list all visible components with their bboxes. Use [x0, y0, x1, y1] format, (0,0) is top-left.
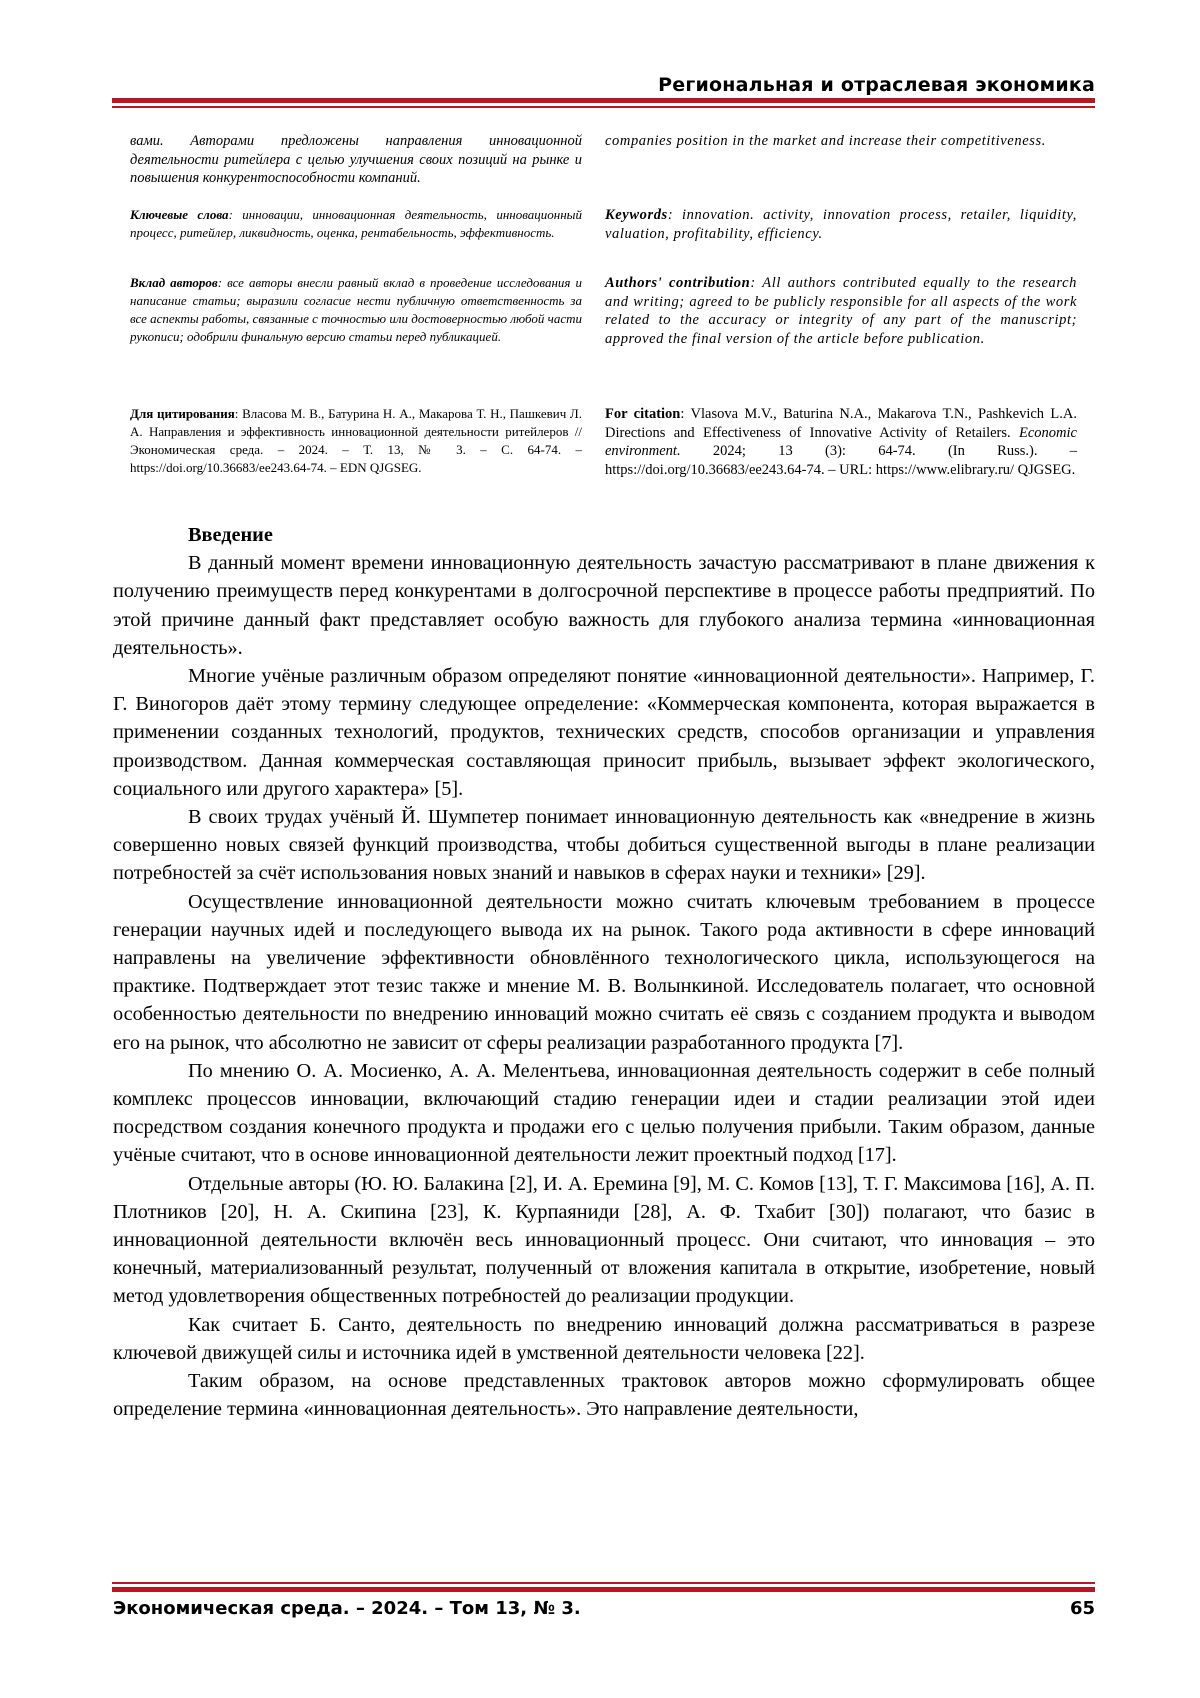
footer-rule-thin [112, 1582, 1095, 1584]
body-paragraph: Отдельные авторы (Ю. Ю. Балакина [2], И. А. Еремина [9], М. С. Комов [13], Т. Г. Максимова [16], А. П. Плотников [20], Н. А. Скипина [23], К. Курпаяниди [28], А. Ф. Тхабит [30]) полагают, что базис в инновационной деятельности включён весь инновационный процесс. Они считают, что инновация – это конечный, материализованный результат, полученный от вложения капитала в открытие, изобретение, новый метод удовлетворения общественных потребностей до реализации продукции. [113, 1172, 1095, 1308]
citation-ru-label: Для цитирования [130, 406, 235, 421]
body-paragraph: В данный момент времени инновационную деятельность зачастую рассматривают в плане движения к получению преимуществ перед конкурентами в долгосрочной перспективе в процессе работы предприятий. По этой причине данный факт представляет особую важность для глубокого анализа термина «инновационная деятельность». [113, 552, 1095, 659]
body-paragraph: Многие учёные различным образом определяют понятие «инновационной деятельности». Например, Г. Г. Виногоров даёт этому термину следующее определение: «Коммерческая компонента, которая выражается в применении созданных технологий, продуктов, технических средств, способов организации и управления производством. Данная коммерческая составляющая приносит прибыль, вызывает эффект экологического, социального или другого характера» [5]. [113, 665, 1095, 800]
keywords-row [130, 206, 1077, 243]
citation-en-label: For citation [605, 406, 681, 422]
keywords-ru-label: Ключевые слова [130, 207, 229, 222]
citation-ru [130, 405, 582, 479]
body-paragraph: В своих трудах учёный Й. Шумпетер понимает инновационную деятельность как «внедрение в жизнь совершенно новых связей функций производства, чтобы добиться существенной выгоды в плане реализации потребностей за счёт использования новых знаний и навыков в сферах науки и техники» [29]. [113, 806, 1095, 885]
abstract-end-ru: вами. Авторами предложены направления инновационной деятельности ритейлера с целью улучшения своих позиций на рынке и повышения конкурентоспособности компаний. [130, 133, 582, 186]
citation-en-text-2: 2024; 13 (3): 64-74. (In Russ.). – https://doi.org/10.36683/ee243.64-74. – URL: https://www.elibrary.ru/ QJGSEG. [605, 443, 1077, 478]
article-body [113, 521, 1095, 1424]
contribution-ru-text: : все авторы внесли равный вклад в проведение исследования и написание статьи; выразили согласие нести публичную ответственность за все аспекты работы, связанные с точностью или достоверностью любой части рукописи; одобрили финальную версию статьи перед публикацией. [130, 275, 582, 344]
keywords-ru-text: : инновации, инновационная деятельность, инновационный процесс, ритейлер, ликвидность, оценка, рентабельность, эффективность. [130, 207, 582, 240]
keywords-ru [130, 206, 582, 243]
body-paragraph: Как считает Б. Санто, деятельность по внедрению инноваций должна рассматриваться в разрезе ключевой движущей силы и источника идей в умственной деятельности человека [22]. [113, 1313, 1095, 1364]
contribution-en-text: : All authors contributed equally to the research and writing; agreed to be publicly responsible for all aspects of the work related to the accuracy or integrity of any part of the manuscript; approved the final version of the article before publication. [605, 275, 1077, 347]
citation-en [605, 405, 1077, 479]
abstract-end-en: companies position in the market and increase their competitiveness. [605, 133, 1046, 149]
body-paragraph: Осуществление инновационной деятельности можно считать ключевым требованием в процессе генерации научных идей и последующего вывода их на рынок. Такого рода активности в сфере инноваций направлены на увеличение эффективности обновлённого технологического цикла, использующегося на практике. Подтверждает этот тезис также и мнение М. В. Волынкиной. Исследователь полагает, что основной особенностью деятельности по внедрению инноваций можно считать её связь с созданием продукта и выводом его на рынок, что абсолютно не зависит от сферы реализации разработанного продукта [7]. [113, 890, 1095, 1054]
footer-journal-info: Экономическая среда. – 2024. – Том 13, № 3. [113, 1598, 581, 1619]
header-rule-thick [112, 98, 1095, 103]
contribution-row [130, 274, 1077, 348]
page-number: 65 [1069, 1598, 1095, 1619]
keywords-en [605, 206, 1077, 243]
keywords-en-text: : innovation. activity, innovation process, retailer, liquidity, valuation, profitability, efficiency. [605, 207, 1077, 242]
citation-row [130, 405, 1077, 479]
citation-ru-text: : Власова М. В., Батурина Н. А., Макарова Т. Н., Пашкевич Л. А. Направления и эффективность инновационной деятельности ритейлеров // Экономическая среда. – 2024. – Т. 13, № 3. – С. 64-74. – https://doi.org/10.36683/ee243.64-74. – EDN QJGSEG. [130, 406, 582, 475]
footer-rule-thick [112, 1587, 1095, 1592]
citation-en-text-1: : Vlasova M.V., Baturina N.A., Makarova T.N., Pashkevich L.A. Directions and Effectiveness of Innovative Activity of Retailers. [605, 406, 1077, 441]
abstract-end-row [130, 132, 1077, 188]
contribution-ru-label: Вклад авторов [130, 275, 218, 290]
citation-en-journal: Economic environment. [605, 424, 1077, 459]
contribution-en-label: Authors' contribution [605, 275, 751, 291]
keywords-en-label: Keywords [605, 207, 668, 223]
contribution-en [605, 274, 1077, 348]
header-rule-thin [112, 106, 1095, 108]
section-heading-introduction: Введение [188, 524, 273, 546]
section-title: Региональная и отраслевая экономика [658, 74, 1095, 96]
body-paragraph: По мнению О. А. Мосиенко, А. А. Мелентьева, инновационная деятельность содержит в себе полный комплекс процессов инновации, включающий стадию генерации идеи и стадии реализации этой идеи посредством создания конечного продукта и продажи его с целью получения прибыли. Таким образом, данные учёные считают, что в основе инновационной деятельности лежит проектный подход [17]. [113, 1059, 1095, 1167]
body-paragraph: Таким образом, на основе представленных трактовок авторов можно сформулировать общее определение термина «инновационная деятельность». Это направление деятельности, [113, 1370, 1095, 1421]
contribution-ru [130, 274, 582, 348]
